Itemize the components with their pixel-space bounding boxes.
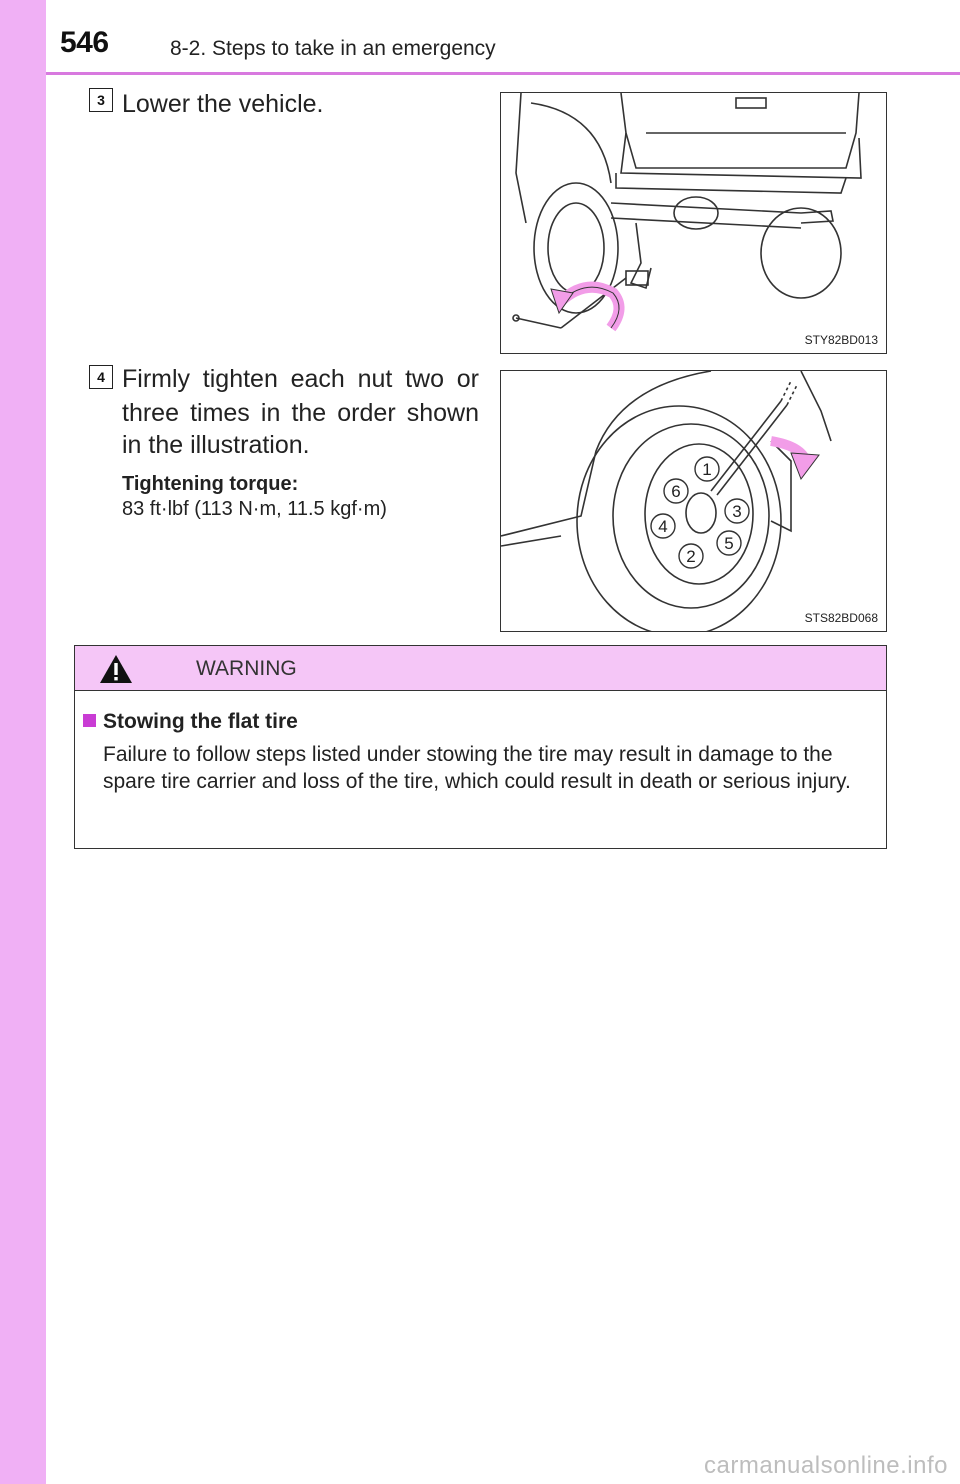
figure-code: STS82BD068 <box>804 611 878 625</box>
warning-body: Failure to follow steps listed under stowing the tire may result in damage to the spare tire carrier and loss of the tire, which could result in death or serious injury. <box>103 743 851 793</box>
step-4-line-1: Firmly tighten each nut two or <box>122 365 479 393</box>
section-title: 8-2. Steps to take in an emergency <box>170 37 496 60</box>
step-3-text: Lower the vehicle. <box>122 90 324 118</box>
step-3-badge: 3 <box>89 88 113 112</box>
nut-label-4: 4 <box>658 517 668 536</box>
nut-label-5: 5 <box>724 534 734 553</box>
page-number: 546 <box>60 26 109 59</box>
torque-label: Tightening torque: <box>122 473 299 495</box>
warning-triangle-icon <box>99 654 133 684</box>
nut-label-3: 3 <box>732 502 742 521</box>
nut-label-6: 6 <box>671 482 681 501</box>
nut-label-2: 2 <box>686 547 696 566</box>
warning-title: WARNING <box>196 657 297 680</box>
warning-subheading <box>83 710 298 734</box>
header-divider <box>46 72 960 75</box>
figure-code: STY82BD013 <box>804 333 878 347</box>
warning-subheading-text: Stowing the flat tire <box>103 710 298 733</box>
chapter-side-tab <box>0 0 46 1484</box>
step-4-badge: 4 <box>89 365 113 389</box>
lower-vehicle-illustration <box>501 93 886 353</box>
tighten-nuts-illustration <box>501 371 886 631</box>
torque-value: 83 ft·lbf (113 N·m, 11.5 kgf·m) <box>122 498 387 520</box>
bullet-square-icon <box>83 714 96 727</box>
figure-tighten-nuts <box>500 370 887 632</box>
nut-label-1: 1 <box>702 460 712 479</box>
figure-lower-vehicle <box>500 92 887 354</box>
watermark: carmanualsonline.info <box>704 1452 948 1479</box>
warning-header <box>75 646 886 691</box>
step-4-line-2: three times in the order shown <box>122 399 479 427</box>
warning-box <box>74 645 887 849</box>
step-4-line-3: in the illustration. <box>122 431 310 459</box>
